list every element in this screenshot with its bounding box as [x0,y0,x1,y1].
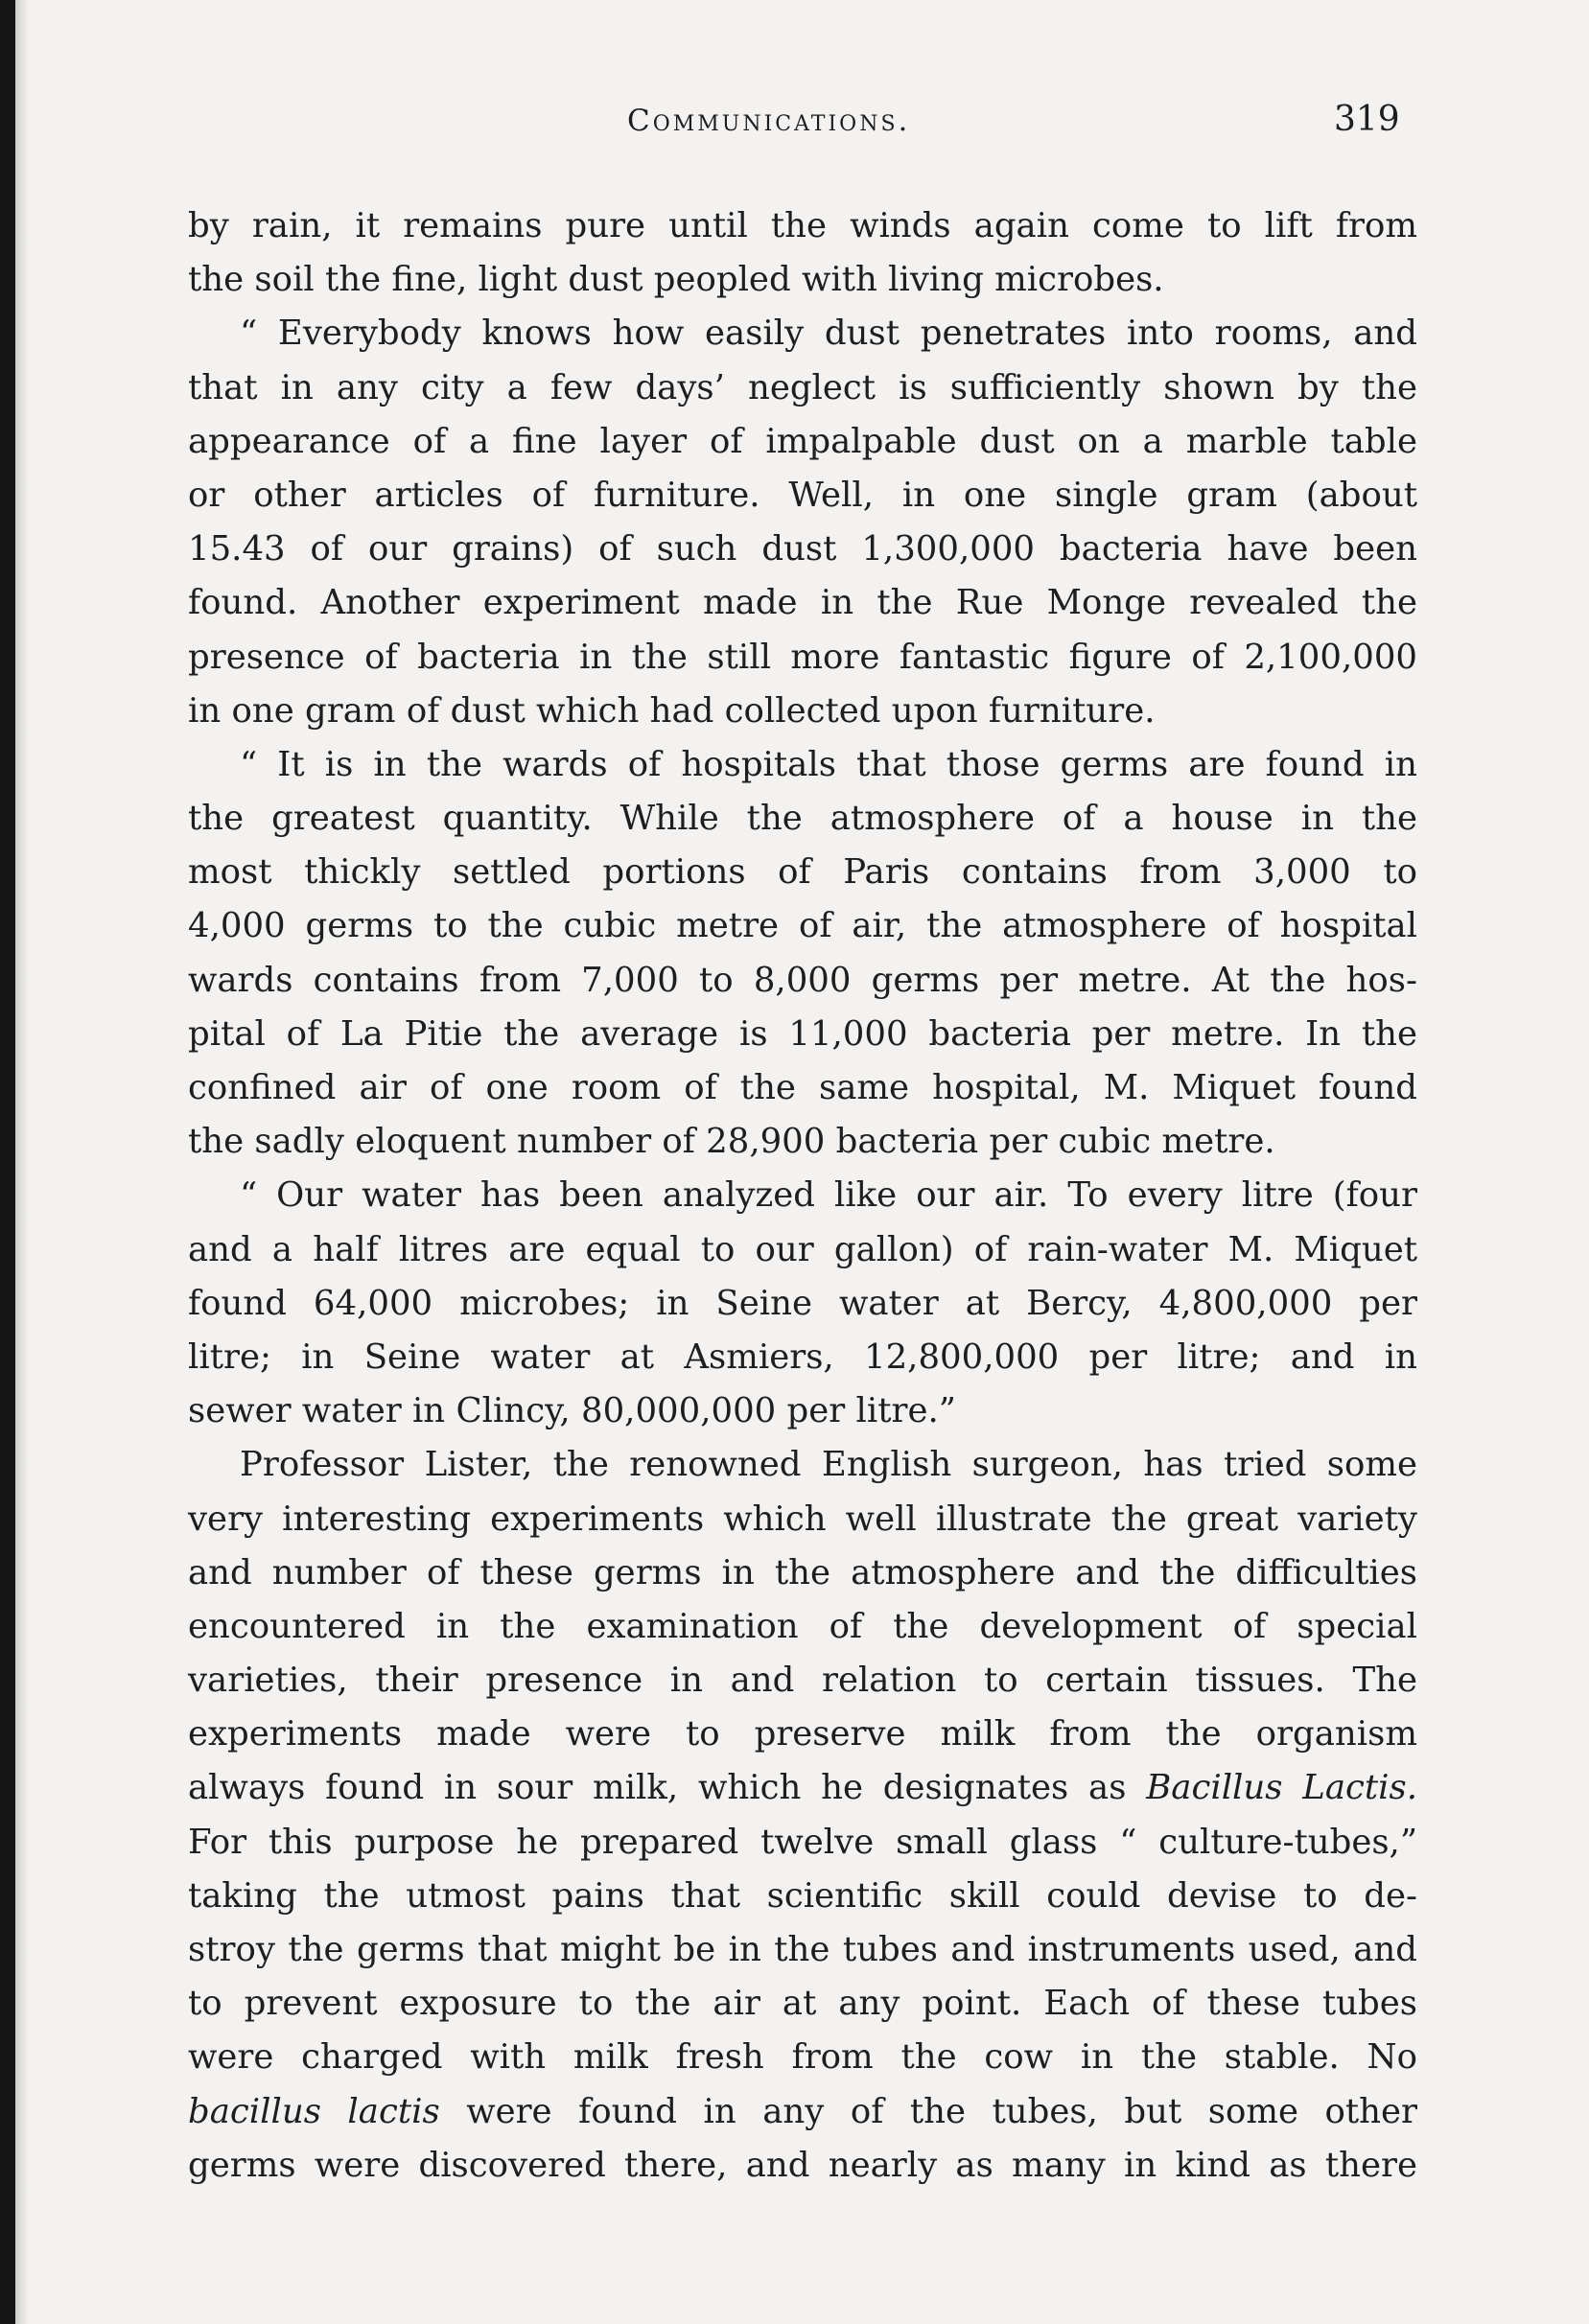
text-line: that in any city a few days’ neglect is sufficiently shown by the [188,367,1417,407]
text-line: stroy the germs that might be in the tubes and instruments used, and [188,1930,1417,1969]
text-line: “ Our water has been analyzed like our air. To every litre (four [240,1175,1417,1216]
text-line: the greatest quantity. While the atmosphere of a house in the [188,799,1417,839]
text-line: and number of these germs in the atmosphere and the difficulties [188,1552,1417,1592]
text-line: most thickly settled portions of Paris contains from 3,000 to [188,852,1417,893]
binding-edge [0,0,15,2324]
text-line: varieties, their presence in and relation to certain tissues. The [188,1661,1417,1701]
text-line: pital of La Pitie the average is 11,000 bacteria per metre. In the [188,1013,1417,1054]
text-line: by rain, it remains pure until the winds again come to lift from [188,206,1417,245]
running-title: Communications. [627,104,911,138]
text-line: experiments made were to preserve milk from the organism [188,1714,1417,1755]
page-number: 319 [1334,100,1400,139]
text-line: the sadly eloquent number of 28,900 bacteria per cubic metre. [188,1122,1275,1162]
text-line: found 64,000 microbes; in Seine water at Bercy, 4,800,000 per [188,1283,1417,1323]
text-line: very interesting experiments which well illustrate the great variety [188,1499,1417,1539]
text-line: For this purpose he prepared twelve small glass “ culture-tubes,” [188,1822,1417,1862]
text-line: germs were discovered there, and nearly as many in kind as there [188,2145,1417,2185]
body-text [188,199,1417,2193]
text-line: and a half litres are equal to our gallon) of rain-water M. Miquet [188,1229,1417,1269]
text-line: or other articles of furniture. Well, in one single gram (about [188,475,1417,515]
text-line: found. Another experiment made in the Rue Monge revealed the [188,583,1417,623]
text-line: litre; in Seine water at Asmiers, 12,800,000 per litre; and in [188,1336,1417,1377]
italic-term: bacillus lactis [188,2091,440,2131]
text-line: to prevent exposure to the air at any point. Each of these tubes [188,1984,1417,2024]
text-line: confined air of one room of the same hospital, M. Miquet found [188,1068,1417,1107]
text-line: appearance of a fine layer of impalpable dust on a marble table [188,421,1417,461]
text-line: presence of bacteria in the still more fantastic figure of 2,100,000 [188,637,1417,677]
italic-term: Bacillus Lactis. [1146,1768,1417,1808]
text-line-tail: were found in any of the tubes, but some other [466,2091,1418,2131]
text-line: Professor Lister, the renowned English surgeon, has tried some [240,1445,1417,1485]
text-line: “ Everybody knows how easily dust penetrates into rooms, and [240,314,1417,354]
text-line [188,2085,1417,2139]
text-line [188,1761,1417,1815]
text-line: taking the utmost pains that scientific skill could devise to de- [188,1875,1417,1916]
text-line: “ It is in the wards of hospitals that those germs are found in [240,744,1417,784]
binding-shadow [15,0,29,2324]
text-line: were charged with milk fresh from the cow in the stable. No [188,2037,1417,2078]
text-line: 4,000 germs to the cubic metre of air, the atmosphere of hospital [188,906,1417,946]
text-line: in one gram of dust which had collected upon furniture. [188,690,1156,731]
text-line-lead: always found in sour milk, which he designates as [188,1768,1127,1808]
text-line: the soil the fine, light dust peopled with living microbes. [188,260,1164,300]
text-line: wards contains from 7,000 to 8,000 germs per metre. At the hos- [188,960,1417,1000]
text-line: 15.43 of our grains) of such dust 1,300,000 bacteria have been [188,529,1417,569]
text-line: encountered in the examination of the development of special [188,1606,1417,1646]
text-line: sewer water in Clincy, 80,000,000 per litre.” [188,1391,956,1431]
